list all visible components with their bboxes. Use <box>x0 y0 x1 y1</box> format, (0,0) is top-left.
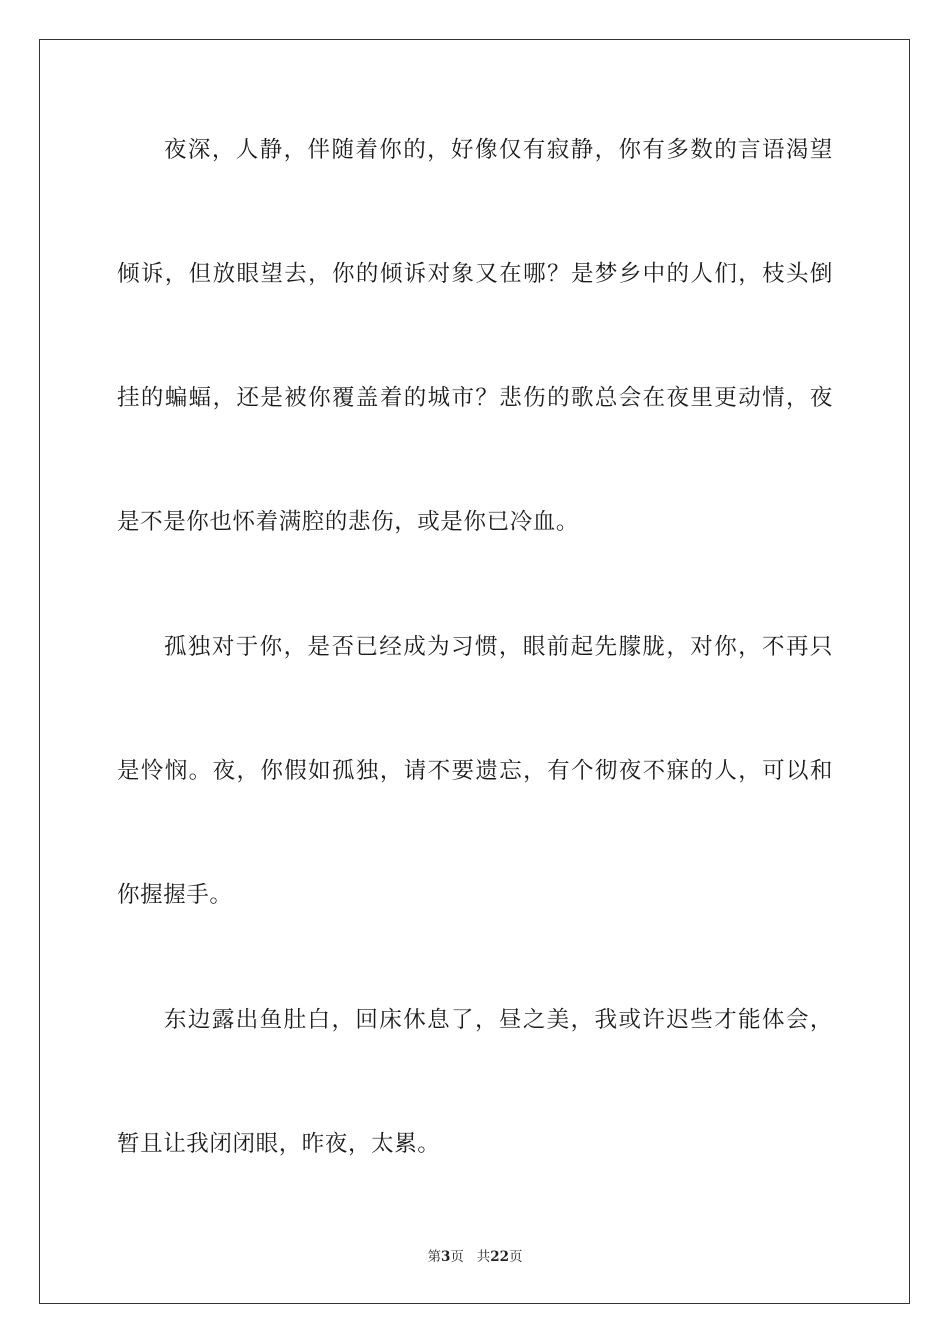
paragraph-1-line-3: 挂的蝙蝠，还是被你覆盖着的城市？悲伤的歌总会在夜里更动情，夜 <box>117 385 833 411</box>
paragraph-1-line-4: 是不是你也怀着满腔的悲伤，或是你已冷血。 <box>117 509 580 535</box>
total-prefix: 共 <box>476 1249 491 1265</box>
page-prefix: 第 <box>427 1249 441 1265</box>
total-suffix: 页 <box>509 1249 523 1265</box>
page-footer <box>0 1245 950 1265</box>
page-number: 3 <box>440 1249 451 1265</box>
paragraph-2-line-2: 是怜悯。夜，你假如孤独，请不要遗忘，有个彻夜不寐的人，可以和 <box>117 758 833 784</box>
paragraph-3-line-2: 暂且让我闭闭眼，昨夜，太累。 <box>117 1131 441 1157</box>
paragraph-2-line-3: 你握握手。 <box>117 882 233 908</box>
paragraph-2-line-1: 孤独对于你，是否已经成为习惯，眼前起先朦胧，对你，不再只 <box>164 634 833 660</box>
paragraph-1-line-1: 夜深，人静，伴随着你的，好像仅有寂静，你有多数的言语渴望 <box>164 137 833 163</box>
paragraph-3-line-1: 东边露出鱼肚白，回床休息了，昼之美，我或许迟些才能体会， <box>164 1007 833 1033</box>
page-suffix: 页 <box>450 1249 464 1265</box>
paragraph-1-line-2: 倾诉，但放眼望去，你的倾诉对象又在哪？是梦乡中的人们，枝头倒 <box>117 261 833 287</box>
total-pages: 22 <box>490 1249 510 1265</box>
page-frame <box>39 39 910 1304</box>
